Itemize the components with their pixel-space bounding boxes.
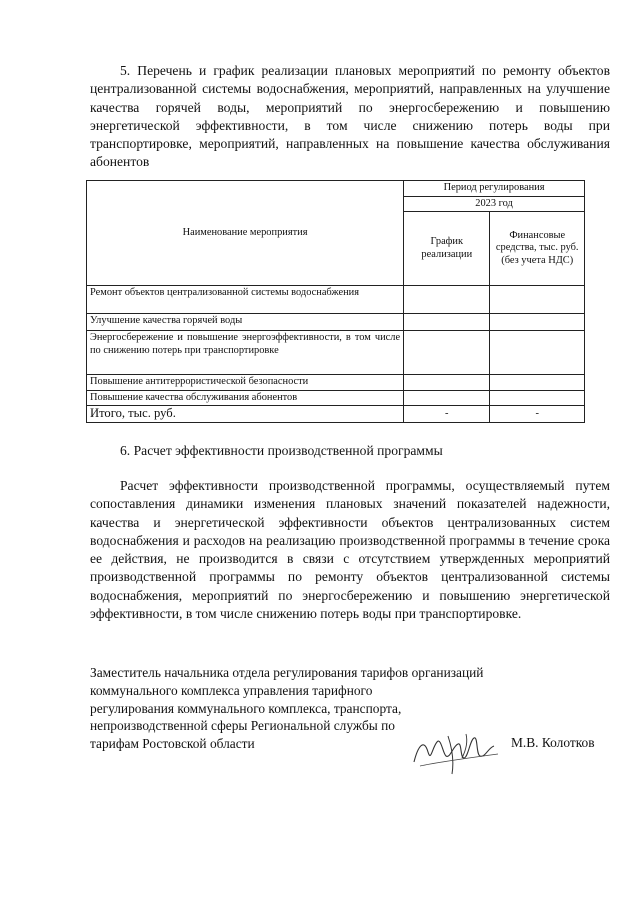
section-6-text: Расчет эффективности производственной программы, осуществляемый путем сопоставления динамики изменения плановых значений показателей надежности, качества и энергетической эффективности объектов централизованных систем водоснабжения и расходов на реализацию производственной программы в течение срока ее действия, не производится в связи с отсутствием утвержденных мероприятий производственной программы по ремонту объектов централизованной системы водоснабжения, мероприятий по энергосбережению и повышению энергетической эффективности, в том числе снижению потерь воды при транспортировке.	[90, 478, 610, 622]
row-name: Повышение качества обслуживания абонентов	[87, 390, 404, 406]
row-name: Улучшение качества горячей воды	[87, 314, 404, 331]
row-name: Ремонт объектов централизованной системы водоснабжения	[87, 286, 404, 314]
row-finance	[490, 375, 585, 391]
header-year: 2023 год	[404, 196, 585, 212]
row-schedule	[404, 331, 490, 375]
row-schedule	[404, 286, 490, 314]
row-finance	[490, 331, 585, 375]
total-schedule: -	[404, 406, 490, 423]
table-row	[87, 331, 585, 375]
table-row	[87, 390, 585, 406]
activities-table	[86, 180, 585, 423]
table-row	[87, 314, 585, 331]
total-finance: -	[490, 406, 585, 423]
table-row	[87, 375, 585, 391]
header-schedule: График реализации	[404, 212, 490, 286]
row-schedule	[404, 375, 490, 391]
header-activity-name: Наименование мероприятия	[87, 181, 404, 286]
handwritten-signature	[408, 728, 503, 778]
signer-position-line: Заместитель начальника отдела регулирования тарифов организаций	[90, 665, 484, 680]
table-row	[87, 286, 585, 314]
header-finance: Финансовые средства, тыс. руб. (без учета НДС)	[490, 212, 585, 286]
row-finance	[490, 286, 585, 314]
table-total-row	[87, 406, 585, 423]
signer-position-line: непроизводственной сферы Региональной службы по	[90, 718, 395, 734]
row-schedule	[404, 314, 490, 331]
total-label: Итого, тыс. руб.	[87, 406, 404, 423]
signer-position-line: коммунального комплекса управления тарифного	[90, 682, 373, 698]
section-5-title: 5. Перечень и график реализации плановых мероприятий по ремонту объектов централизованной системы водоснабжения, мероприятий, направленных на улучшение качества горячей воды, мероприятий по энергосбережению и повышению энергетической эффективности, в том числе снижению потерь воды при транспортировке, мероприятий, направленных на повышение качества обслуживания абонентов	[90, 63, 610, 170]
row-finance	[490, 390, 585, 406]
header-period: Период регулирования	[404, 181, 585, 197]
signer-position-line: тарифам Ростовской области	[90, 736, 255, 752]
row-finance	[490, 314, 585, 331]
row-name: Повышение антитеррористической безопасности	[87, 375, 404, 391]
row-name: Энергосбережение и повышение энергоэффективности, в том числе по снижению потерь при транспортировке	[87, 331, 404, 375]
signer-name: М.В. Колотков	[511, 735, 595, 750]
row-schedule	[404, 390, 490, 406]
signer-position-line: регулирования коммунального комплекса, транспорта,	[90, 700, 402, 716]
section-6-heading: 6. Расчет эффективности производственной программы	[120, 443, 443, 458]
